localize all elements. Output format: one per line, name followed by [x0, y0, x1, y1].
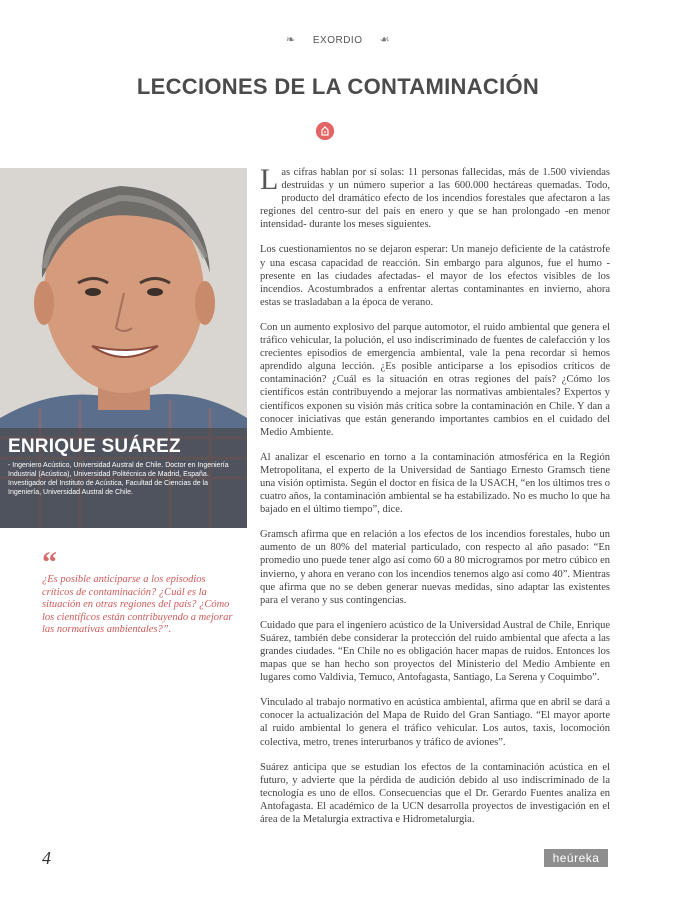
page-number: 4	[42, 848, 51, 868]
pull-quote: ¿Es posible anticiparse a los episodios críticos de contaminación? ¿Cuál es la situación en otras regiones del país? ¿Cómo los científicos están contribuyendo a mejorar las normativas ambientales?”.	[42, 574, 233, 635]
article-body	[260, 163, 610, 838]
author-portrait	[0, 168, 247, 528]
section-tag	[0, 33, 676, 46]
paragraph-1	[260, 163, 610, 231]
author-caption	[0, 428, 247, 528]
paragraph-7: Vinculado al trabajo normativo en acústica ambiental, afirma que en abril se dará a conocer la actualización del Mapa de Ruido del Gran Santiago. “El mayor aporte al ruido ambiental lo genera el tráfico vehicular. Los autos, taxis, locomoción colectiva, metro, trenes interurbanos y tráfico de aviones”.	[260, 697, 610, 748]
brand-logo: heúreka	[544, 849, 608, 867]
left-flourish-icon: ❧	[285, 34, 296, 46]
paragraph-2: Los cuestionamientos no se dejaron esperar: Un manejo deficiente de la catástrofe y una escasa capacidad de reacción. Sin embargo para algunos, fue el humo -presente en las ciudades afectadas- el mayor de los efectos visibles de los incendios. Acostumbrados a enfrentar alertas contaminantes en invierno, ahora estas se trasladaban a la época de verano.	[260, 244, 610, 308]
quote-mark-icon: “	[42, 546, 57, 579]
paragraph-4: Al analizar el escenario en torno a la contaminación atmosférica en la Región Metropolitana, el experto de la Universidad de Santiago Ernesto Gramsch tiene una visión optimista. Según el doctor en física de la USACH, “en los últimos tres o cuatro años, la contaminación ambiental se ha estabilizado. No es mucho lo que ha bajado en el último tiempo”, dice.	[260, 451, 610, 516]
drop-cap: L	[260, 163, 279, 196]
paragraph-5: Gramsch afirma que en relación a los efectos de los incendios forestales, hubo un aumento de un 80% del material particulado, con respecto al año pasado: “En promedio uno puede tener algo así como 60 a 80 microgramos por metro cúbico en invierno, y ahora en verano con los incendios tenemos algo así como 40”. Mientras que afirma que no se deben generar nuevas medidas, sino adaptar las existentes para el verano y sus contingencias.	[260, 529, 610, 606]
emblem-icon	[316, 122, 334, 140]
article-title: LECCIONES DE LA CONTAMINACIÓN	[136, 74, 540, 99]
paragraph-3: Con un aumento explosivo del parque automotor, el ruido ambiental que genera el tráfico vehicular, la polución, el uso indiscriminado de fuentes de calefacción y los crecientes episodios de emergencia ambiental, vale la pena recordar si hemos aprendido alguna lección. ¿Es posible anticiparse a los episodios críticos de contaminación? ¿Cuál es la situación en otras regiones del país? ¿Cómo los científicos están contribuyendo a mejorar las normativas ambientales? Expertos y científicos exponen su visión más crítica sobre la contaminación en Chile. Y dan a conocer iniciativas que están generando importantes cambios en el cuidado del Medio Ambiente.	[260, 321, 610, 438]
author-bio: - Ingeniero Acústico, Universidad Austral de Chile. Doctor en Ingeniería Industrial (Acústica), Universidad Politécnica de Madrid, España. Investigador del Instituto de Acústica, Facultad de Ciencias de la Ingeniería, Universidad Austral de Chile.	[8, 462, 229, 496]
section-label: EXORDIO	[312, 35, 363, 46]
paragraph-8: Suárez anticipa que se estudian los efectos de la contaminación acústica en el futuro, y advierte que la pérdida de audición debido al uso indiscriminado de la tecnología es uno de ellos. Consecuencias que el Dr. Gerardo Fuentes analiza en Antofagasta. El académico de la UCN desarrolla proyectos de investigación en el área de la Metalurgia extractiva e Hidrometalurgia.	[260, 761, 610, 826]
author-name: ENRIQUE SUÁREZ	[8, 436, 181, 457]
right-flourish-icon: ☙	[379, 34, 391, 46]
paragraph-1-text: as cifras hablan por sí solas: 11 personas fallecidas, más de 1.500 viviendas destruidas y un número superior a las 600.000 hectáreas quemadas. Todo, producto del dramático efecto de los incendios forestales que afectaron a las regiones del centro-sur del país en enero y que se han prolongado -en menor intensidad- durante los meses siguientes.	[260, 167, 610, 231]
paragraph-6: Cuidado que para el ingeniero acústico de la Universidad Austral de Chile, Enrique Suárez, también debe considerar la protección del ruido ambiental que afecta a las grandes ciudades. “En Chile no es obligación hacer mapas de ruidos. Entonces los mapas que se han hecho son proyectos del Ministerio del Medio Ambiente en lugares como Valdivia, Temuco, Antofagasta, Santiago, La Serena y Coquimbo”.	[260, 619, 610, 684]
